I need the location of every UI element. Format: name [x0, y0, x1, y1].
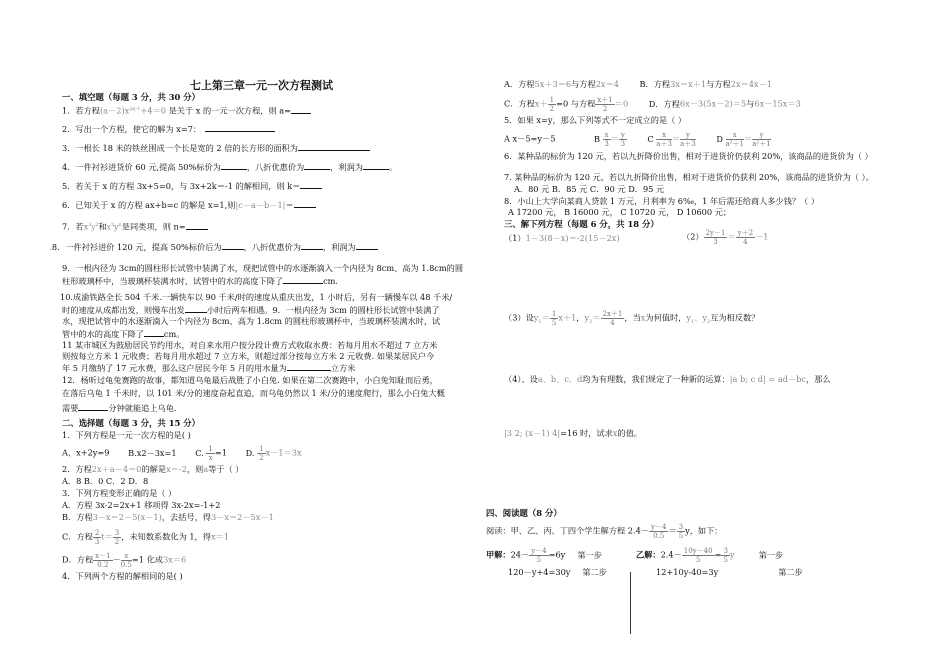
fraction: $\frac{y-4}{5}$	[531, 547, 547, 564]
answer-blank[interactable]	[78, 402, 108, 411]
answer-blank[interactable]	[144, 328, 164, 337]
solve-3: （3）设$y_1=$ $\frac{1}{5}$ x＋1，$y_2=$ $\frac{2x+1}{4}$ ，当x为何值时，$y_1$、$y_2$互为相反数？	[504, 310, 760, 327]
fraction: $\frac{y}{a+3}$	[680, 131, 696, 148]
question-12-line-2: 在落后乌龟 1 千米时，以 101 米/分的速度奋起直追，而乌龟仍然以 1 米/分的速度爬行，那么小白兔大概	[62, 388, 445, 398]
solve-4-line-2: |3 2; (x－1) 4|=16 时，试求x的值。	[504, 428, 642, 438]
fraction: $\frac{1}{2}$	[549, 96, 555, 113]
fraction: $\frac{x+1}{2}$	[597, 96, 613, 113]
choice-4-a-b: A．方程5x＋3＝6与方程2x＝4 B．方程3x＝x＋1与方程2x＝4x－1	[504, 79, 772, 89]
page-title: 七上第三章一元一次方程测试	[190, 79, 333, 92]
choice-3-a: A．方程 3x-2=2x+1 移项得 3x-2x=-1+2	[62, 500, 221, 510]
question-10-line-4: 管中的水的高度下降了 cm。	[62, 329, 185, 339]
choice-6: 6．某种品的标价为 120 元，若以九折降价出售，相对于进货价仍获利 20%，该商品的进货价为（ ）	[504, 151, 873, 161]
answer-blank[interactable]	[300, 180, 322, 189]
choice-1-options: A、x+2y=9 B.x2－3x=1 C. $\frac{1}{x}$ =1 D. $\frac{1}{2}$ x－1＝3x	[62, 445, 302, 462]
question-11-line-1: 11 某市城区为鼓励居民节约用水，对自来水用户按分段计费方式收取水费：若每月用水不超过 7 立方米	[62, 340, 438, 350]
answer-blank[interactable]	[298, 142, 370, 151]
answer-blank[interactable]	[304, 161, 330, 170]
choice-8: 8．小山上大学向某商人贷款 1 万元，月利率为 6‰，1 年后需还给商人多少钱？（ ）	[504, 196, 820, 206]
answer-blank[interactable]	[185, 304, 207, 313]
question-3: 3．一根长 18 米的铁丝围成一个长是宽的 2 倍的长方形的面积为	[62, 142, 370, 154]
solve-4-line-1: （4）、设a、b、c、d均为有理数，我们规定了一种新的运算：|a b; c d| = ad－bc，那么	[504, 374, 831, 384]
choice-8-options: A 17200 元， B 16000 元， C 10720 元， D 10600 元；	[508, 207, 732, 217]
fraction: $\frac{2x+1}{4}$	[602, 310, 623, 327]
question-6: 6．已知关于 x 的方程 ax+b=c 的解是 x=1,则|c－a－b－1|＝	[62, 199, 316, 211]
choice-3-b: B．方程3－x＝2－5(x－1)，去括号，得3－x＝2－5x－1	[62, 512, 274, 522]
answer-blank[interactable]	[291, 105, 311, 114]
fraction: $\frac{x}{\text{a²＋1}}$	[725, 131, 744, 148]
fraction: $\frac{x}{0.5}$	[120, 552, 132, 569]
choice-7: 7. 某种品的标价为 120 元，若以九折降价出售，相对于进货价仍获利 20%，该商品的进货价为（ ）。	[504, 172, 874, 182]
yi-step-1: 乙解：2.4－ $\frac{10y-40}{5}$ = $\frac{3}{5}$ y 第一步	[636, 547, 784, 564]
fraction: $\frac{y-4}{0.5}$	[651, 523, 667, 540]
choice-3: 3．下列方程变形正确的是（ ）	[62, 488, 177, 498]
question-10-line-1: 10.成渝铁路全长 504 千米.一辆快车以 90 千米/时的速度从重庆出发，1 小时后，另有一辆慢车以 48 千米/	[60, 292, 453, 302]
question-10-line-3: 水，现把试管中的水逐渐滴入一个内径为 8cm、高为 1.8cm 的圆柱形玻璃杯中，当玻璃杯装满水时，试	[62, 316, 441, 326]
choice-7-options: A．80 元 B．85 元 C．90 元 D．95 元	[514, 184, 665, 194]
section-reading: 四、阅读题（8 分）	[486, 508, 562, 518]
fraction: $\frac{y+2}{4}$	[737, 229, 754, 246]
choice-5-options: A x－5=y－5 B $\frac{x}{3}$ ＝ $\frac{y}{3}$ C $\frac{x}{a+3}$ ＝ $\frac{y}{a+3}$ D $\frac{x}{\text{a²＋1}}$ ＝ $\frac{y}{\text{a²＋1}}$	[504, 131, 771, 148]
answer-blank[interactable]	[222, 241, 244, 250]
question-12-line-1: 12．杨昕过龟兔赛跑的故事，都知道乌龟最后战胜了小白兔. 如果在第二次赛跑中，小白兔知耻而后勇，	[62, 375, 438, 385]
fraction: $\frac{x-1}{0.2}$	[95, 552, 111, 569]
solve-1: （1）1－3(8－x)＝-2(15－2x)	[504, 233, 620, 243]
choice-3-c: C．方程 $\frac{2}{3}$ t＝ $\frac{3}{2}$ ，未知数系数化为 1，得x＝1	[62, 529, 229, 546]
solve-2: （2） $\frac{2y-1}{3}$ ＝ $\frac{y+2}{4}$ －1	[682, 229, 769, 246]
fraction: $\frac{3}{2}$	[114, 529, 120, 546]
jia-step-2: 120－y+4=30y 第二步	[508, 567, 607, 577]
answer-blank[interactable]	[356, 241, 378, 250]
question-4: 4．一件衬衫进货价 60 元,提高 50%标价为 ，八折优惠价为 ，利润为 。	[62, 162, 398, 172]
fraction: $\frac{y}{\text{a²＋1}}$	[752, 131, 771, 148]
answer-blank[interactable]	[186, 221, 208, 230]
column-divider	[630, 572, 631, 634]
fraction: $\frac{y}{3}$	[620, 131, 626, 148]
choice-1: 1．下列方程是一元一次方程的是( )	[62, 430, 191, 440]
choice-4-c-d: C．方程x＋ $\frac{1}{2}$ =0 与方程 $\frac{x+1}{2}$ ＝0 D．方程6x－3(5x－2)＝5与6x－15x＝3	[504, 96, 801, 113]
question-7: 7．若$x^3y^2$和$x^3y^n$是同类项，则 n=	[62, 220, 208, 234]
fraction: $\frac{3}{5}$	[723, 547, 728, 564]
fraction: $\frac{2y-1}{3}$	[705, 229, 726, 246]
question-1: 1．若方程$(a-2)x^{|a|-1}+4=0$ 是关于 x 的一元一次方程，则 a=	[62, 104, 311, 117]
fraction: $\frac{x}{3}$	[604, 131, 609, 148]
section-fill-in: 一、填空题（每题 3 分，共 30 分）	[62, 92, 201, 102]
question-9-line-1: 9．一根内径为 3cm的圆柱形长试管中装满了水，现把试管中的水逐渐滴入一个内径为 8cm、高为 1.8cm的圆	[62, 263, 464, 273]
yi-step-2: 12+10y-40=3y 第二步	[656, 567, 803, 577]
answer-blank[interactable]	[301, 241, 323, 250]
question-2: 2．写出一个方程，使它的解为 x=7：	[62, 123, 275, 135]
section-choice: 二、选择题（每题 3 分，共 15 分）	[62, 418, 201, 428]
question-8: .8．一件衬衫进价 120 元，提高 50%标价后为 ，八折优惠价为 ，利润为	[50, 241, 378, 254]
jia-step-1: 甲解：24－ $\frac{y-4}{5}$ =6y 第一步	[486, 547, 602, 564]
fraction: $\frac{1}{5}$	[551, 310, 557, 327]
question-9-line-2: 柱形玻璃杯中，当玻璃杯装满水时，试管中的水的高度下降了 cm.	[62, 276, 339, 286]
choice-2-options: A．8 B．0 C．2 D．8	[62, 476, 149, 486]
fraction: $\frac{1}{2}$	[259, 445, 264, 462]
choice-5: 5．如果 x=y，那么下列等式不一定成立的是（ ）	[504, 115, 687, 125]
question-12-line-3: 需要 分钟就能追上乌龟.	[62, 403, 177, 413]
answer-blank[interactable]	[363, 161, 389, 170]
answer-blank[interactable]	[294, 199, 316, 208]
fraction: $\frac{10y-40}{5}$	[683, 547, 713, 564]
question-10-line-2: 时的速度从成都出发，则慢车出发 小时后两车相遇。9．一根内径为 3cm 的圆柱形长试管中装满了	[62, 305, 440, 315]
choice-4: 4．下列两个方程的解相同的是( )	[62, 571, 183, 581]
fraction: $\frac{3}{5}$	[678, 523, 684, 540]
question-5: 5．若关于 x 的方程 3x+5=0，与 3x+2k＝-1 的解相同，则 k＝	[62, 180, 322, 192]
question-11-line-3: 年 5 月缴纳了 17 元水费，那么这户居民今年 5 月的用水量为 立方米	[62, 363, 356, 373]
answer-blank[interactable]	[283, 275, 323, 284]
answer-blank[interactable]	[221, 161, 247, 170]
reading-prompt: 阅读：甲、乙、丙、丁四个学生解方程 2.4－ $\frac{y-4}{0.5}$ ＝ $\frac{3}{5}$ y，如下：	[486, 523, 723, 540]
section-solve: 三、解下列方程（每题 6 分，共 18 分）	[504, 219, 659, 229]
answer-blank[interactable]	[205, 123, 275, 132]
answer-blank[interactable]	[287, 362, 331, 371]
choice-2: 2．方程2x＋a－4＝0的解是x＝-2，则a等于（ ）	[62, 464, 244, 474]
question-11-line-2: 则按每立方米 1 元收费；若每月用水超过 7 立方米，则超过部分按每立方米 2 元收费. 如果某居民户今	[62, 351, 435, 361]
fraction: $\frac{2}{3}$	[94, 529, 100, 546]
choice-3-d: D．方程 $\frac{x-1}{0.2}$ － $\frac{x}{0.5}$ =1 化成3x＝6	[62, 552, 187, 569]
fraction: $\frac{1}{x}$	[208, 445, 213, 462]
fraction: $\frac{x}{a+3}$	[656, 131, 672, 148]
